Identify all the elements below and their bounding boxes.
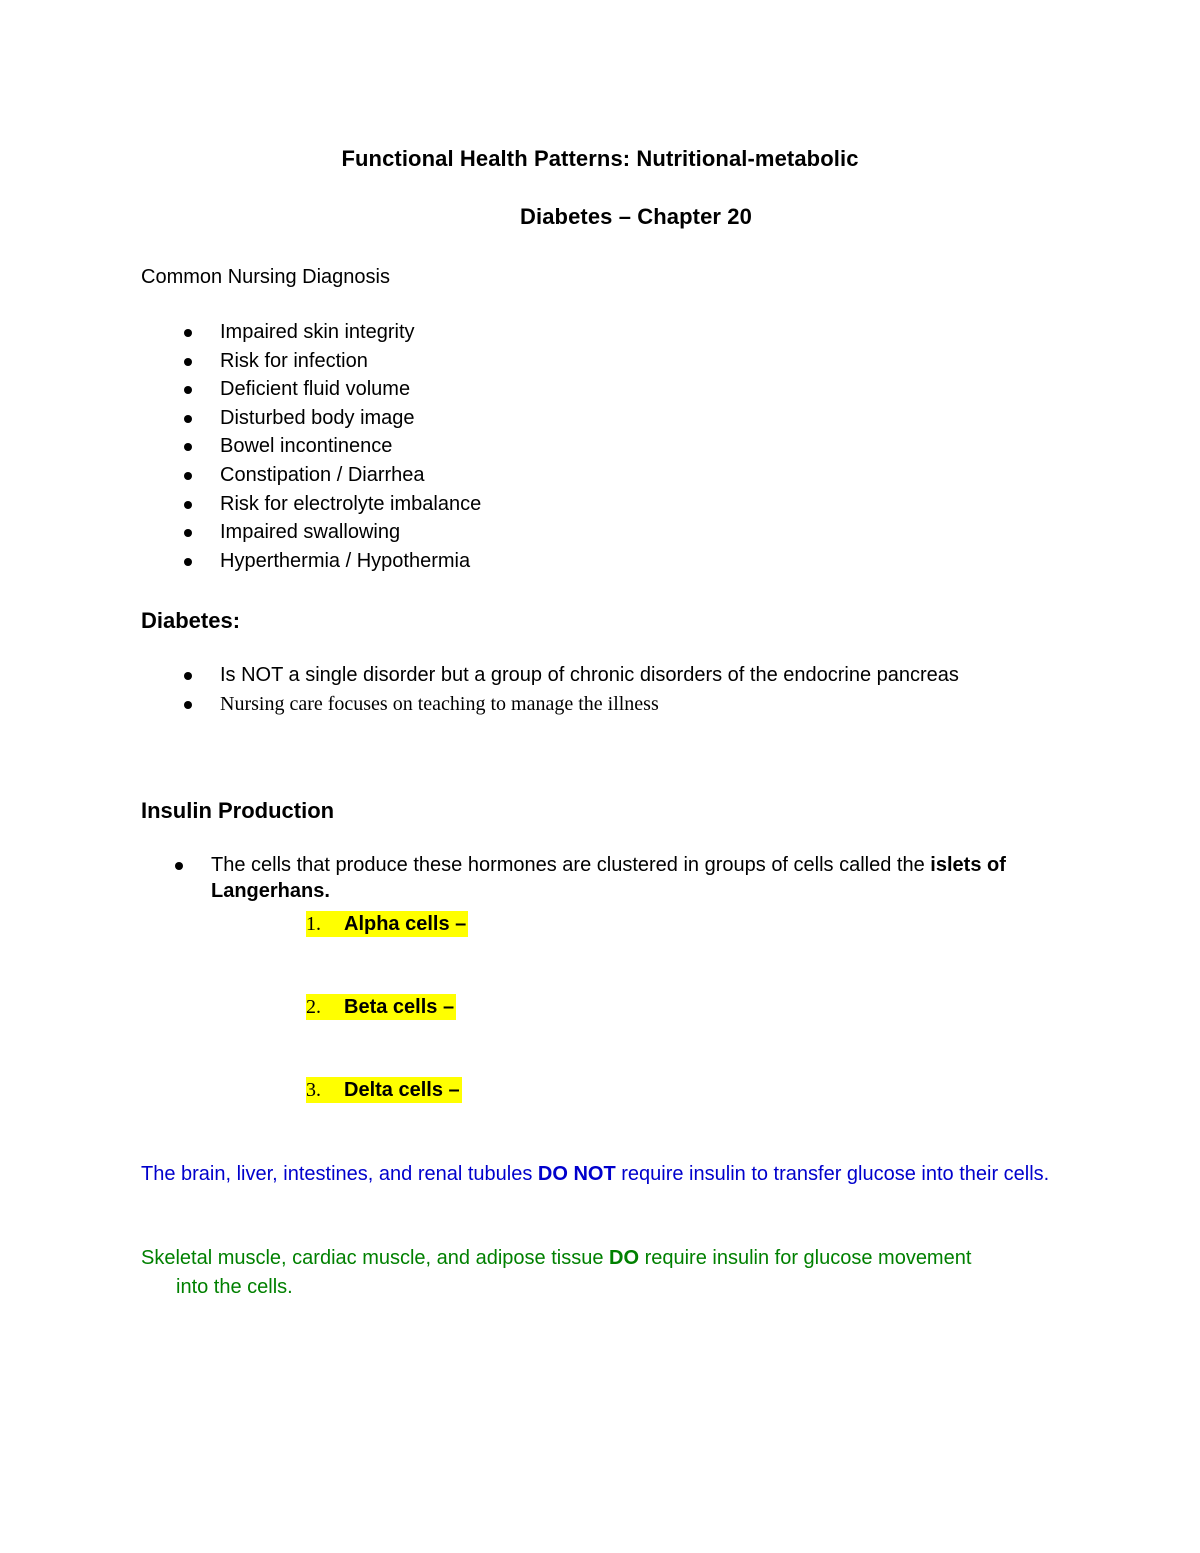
- bullet-icon: [184, 472, 192, 480]
- list-item: Constipation / Diarrhea: [184, 461, 481, 490]
- nursing-diagnosis-label: Common Nursing Diagnosis: [141, 266, 390, 288]
- bullet-icon: [184, 386, 192, 394]
- cell-item-beta: 2. Beta cells –: [306, 996, 455, 1018]
- list-item: Risk for electrolyte imbalance: [184, 490, 481, 519]
- list-item: Deficient fluid volume: [184, 375, 481, 404]
- list-item: Impaired skin integrity: [184, 318, 481, 347]
- list-item: Risk for infection: [184, 347, 481, 376]
- blue-note: The brain, liver, intestines, and renal tubules DO NOT require insulin to transfer glucose into their cells.: [141, 1163, 1050, 1185]
- bullet-icon: [175, 862, 183, 870]
- bullet-icon: [184, 672, 192, 680]
- list-item: Bowel incontinence: [184, 432, 481, 461]
- bullet-icon: [184, 415, 192, 423]
- bullet-icon: [184, 358, 192, 366]
- diabetes-heading: Diabetes:: [141, 608, 241, 633]
- cell-item-alpha: 1. Alpha cells –: [306, 913, 467, 935]
- bullet-icon: [184, 529, 192, 537]
- bullet-icon: [184, 558, 192, 566]
- list-item: Hyperthermia / Hypothermia: [184, 547, 481, 576]
- bullet-icon: [184, 443, 192, 451]
- green-note: Skeletal muscle, cardiac muscle, and adipose tissue DO require insulin for glucose movement into the cells.: [141, 1247, 972, 1298]
- list-item: Nursing care focuses on teaching to manage the illness: [184, 690, 959, 719]
- document-subtitle: Diabetes – Chapter 20: [520, 204, 752, 229]
- insulin-bullet-text: The cells that produce these hormones are clustered in groups of cells called the islets of Langerhans.: [211, 854, 1006, 902]
- list-item: Impaired swallowing: [184, 518, 481, 547]
- bullet-icon: [184, 501, 192, 509]
- cell-item-delta: 3. Delta cells –: [306, 1079, 460, 1101]
- bullet-icon: [184, 701, 192, 709]
- insulin-heading: Insulin Production: [141, 798, 335, 823]
- diabetes-list: [184, 661, 959, 718]
- bullet-icon: [184, 329, 192, 337]
- list-item: Disturbed body image: [184, 404, 481, 433]
- document-title: Functional Health Patterns: Nutritional-metabolic: [341, 146, 859, 171]
- nursing-diagnosis-list: [184, 318, 481, 575]
- list-item: Is NOT a single disorder but a group of chronic disorders of the endocrine pancreas: [184, 661, 959, 690]
